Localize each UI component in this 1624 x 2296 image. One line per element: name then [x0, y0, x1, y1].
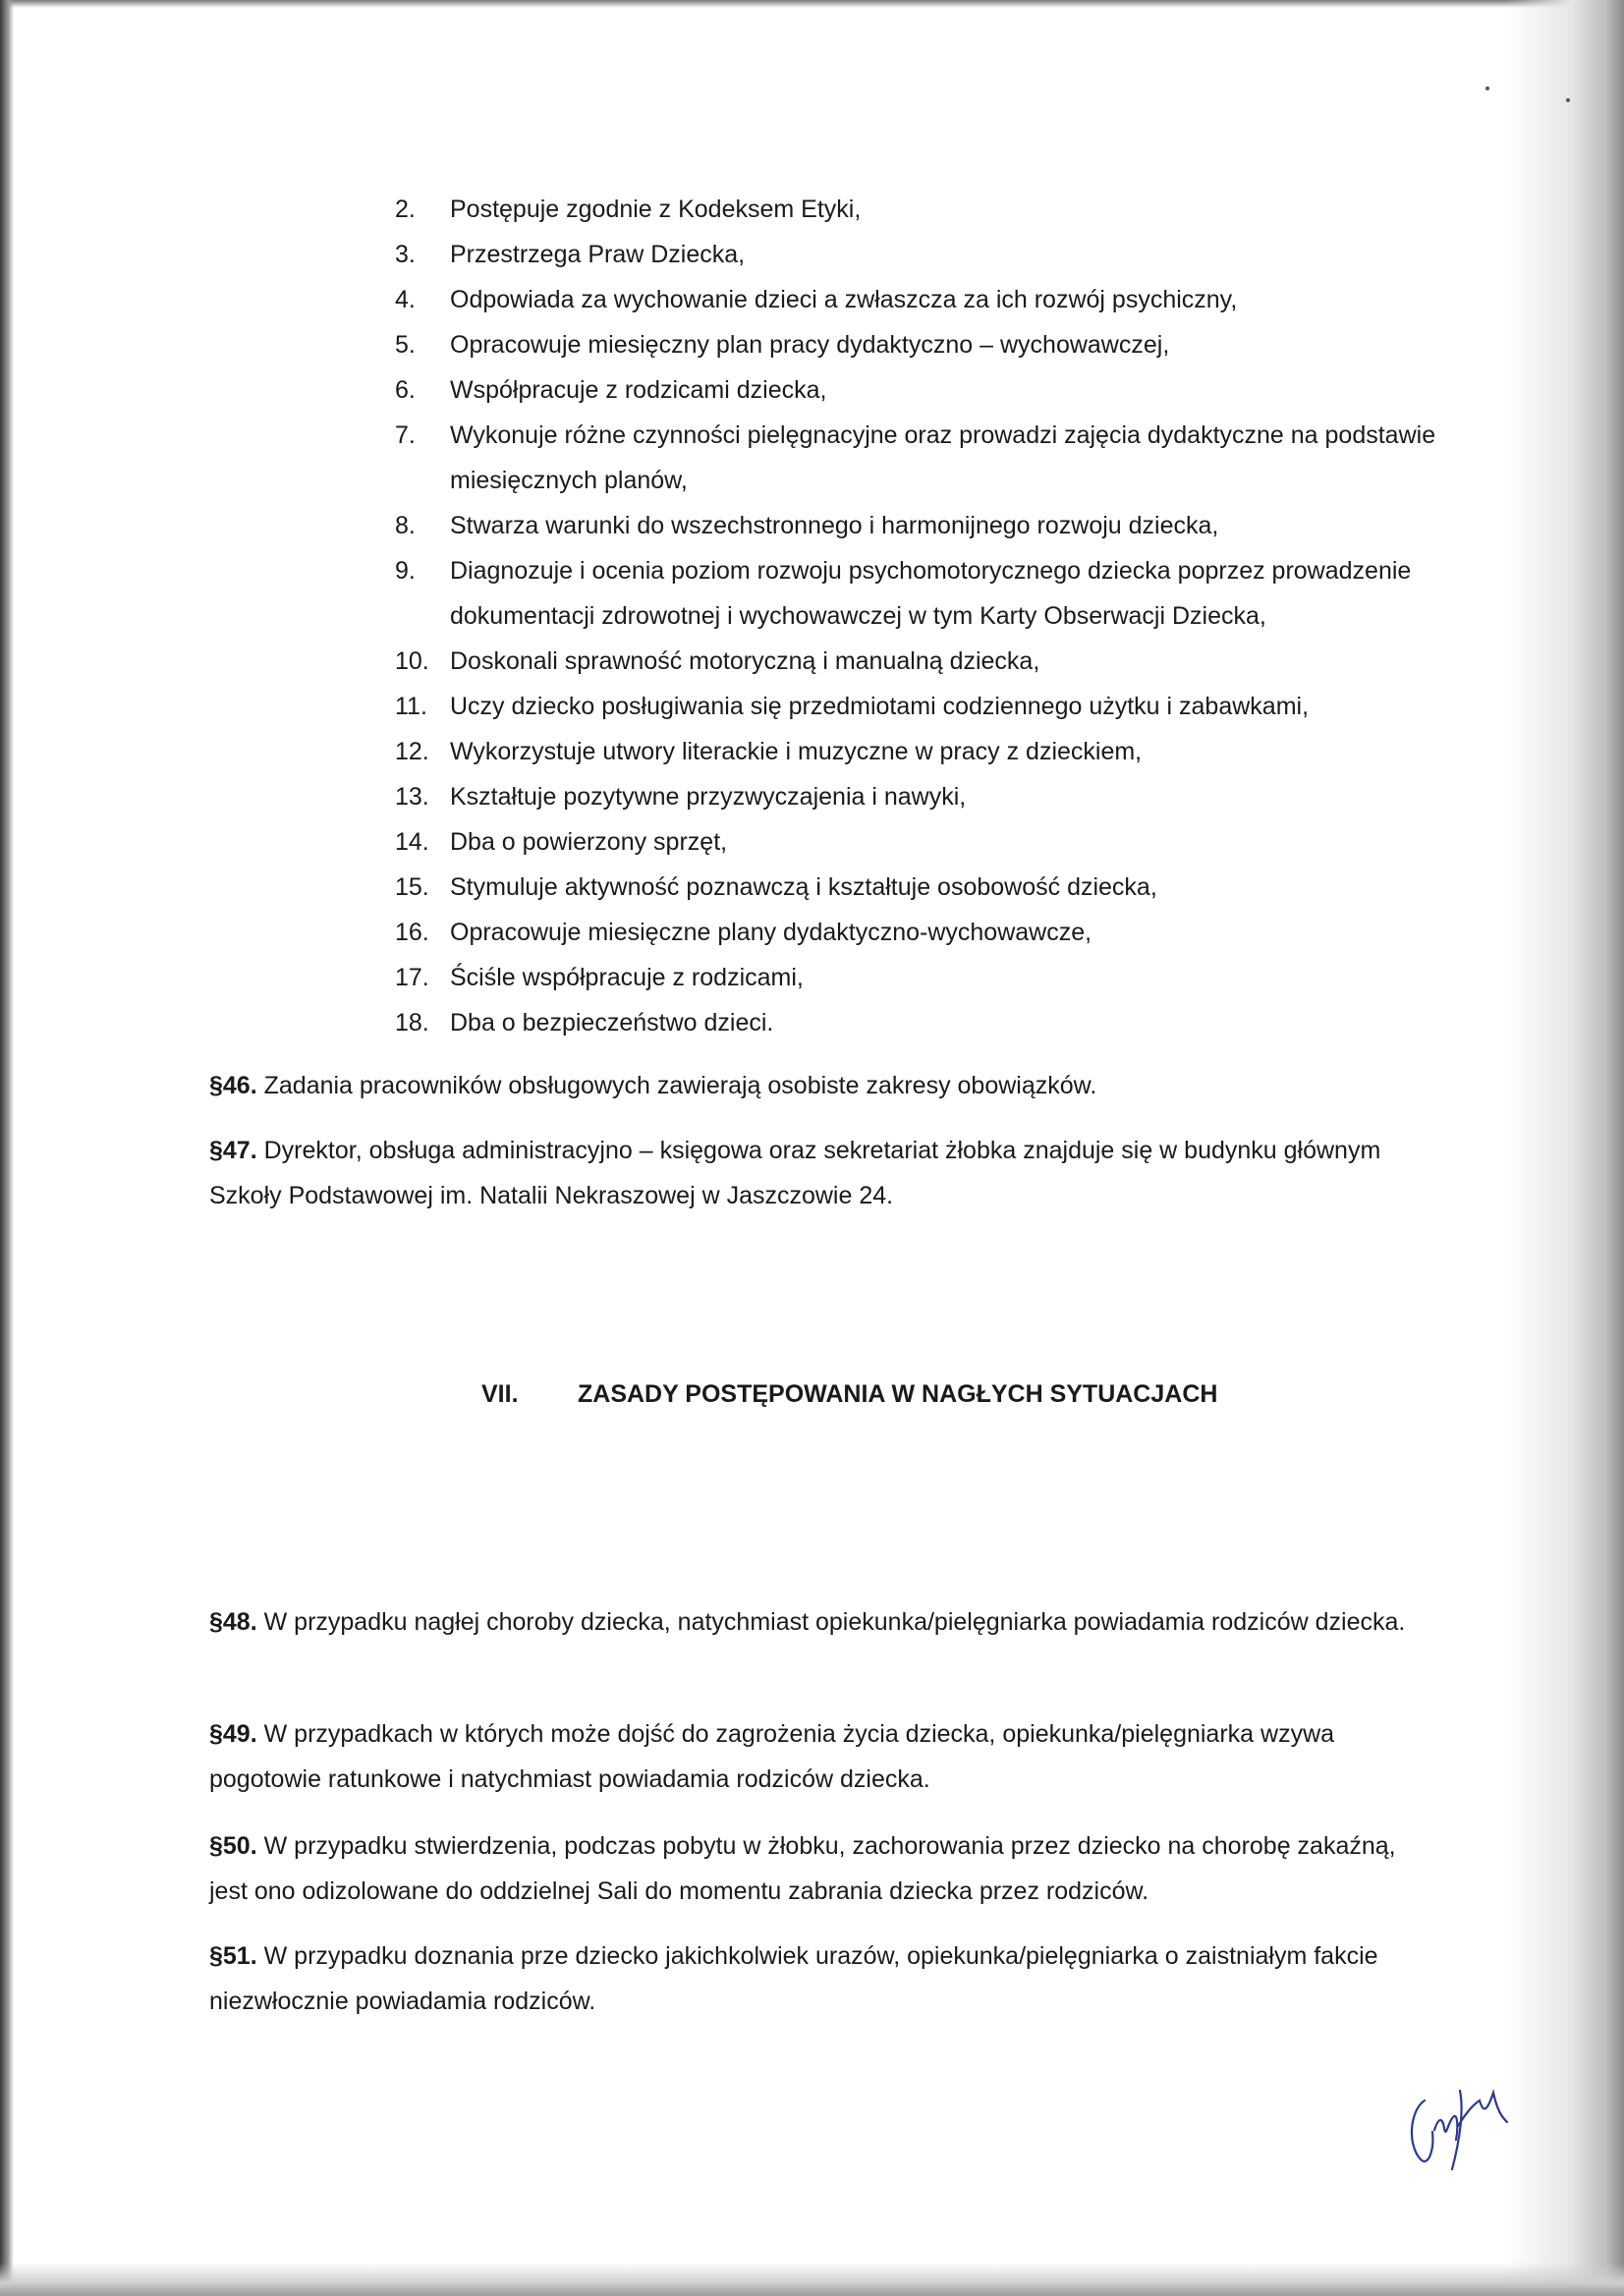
list-item-text: Współpracuje z rodzicami dziecka,	[450, 376, 827, 404]
section-roman-numeral: VII.	[481, 1380, 519, 1408]
list-item	[395, 819, 1436, 865]
scan-edge-top	[0, 0, 1624, 8]
list-item	[395, 729, 1436, 774]
paragraph-text: W przypadku stwierdzenia, podczas pobytu w żłobku, zachorowania przez dziecko na chorobę zakaźną, jest ono odizolowane do oddzielnej Sali do momentu zabrania dziecka przez rodziców.	[209, 1832, 1396, 1905]
list-item	[395, 684, 1436, 729]
list-item	[395, 865, 1436, 910]
section-number: §46.	[209, 1072, 257, 1099]
paragraph-49	[209, 1711, 1437, 1802]
list-item	[395, 413, 1436, 503]
paragraph-text: Dyrektor, obsługa administracyjno – księgowa oraz sekretariat żłobka znajduje się w budynku głównym Szkoły Podstawowej im. Natalii Nekraszowej w Jaszczowie 24.	[209, 1137, 1381, 1209]
list-item-text: Ściśle współpracuje z rodzicami,	[450, 964, 804, 991]
list-item-text: Wykorzystuje utwory literackie i muzyczne w pracy z dzieckiem,	[450, 738, 1143, 765]
paragraph-text: W przypadkach w których może dojść do zagrożenia życia dziecka, opiekunka/pielęgniarka wzywa pogotowie ratunkowe i natychmiast powiadamia rodziców dziecka.	[209, 1720, 1335, 1793]
list-item-text: Stwarza warunki do wszechstronnego i harmonijnego rozwoju dziecka,	[450, 512, 1219, 539]
list-item	[395, 548, 1436, 639]
list-item	[395, 232, 1436, 277]
paragraph-50	[209, 1823, 1437, 1914]
paragraph-text: Zadania pracowników obsługowych zawierają osobiste zakresy obowiązków.	[256, 1072, 1097, 1099]
handwritten-signature	[1395, 2071, 1533, 2179]
scan-speck	[1566, 98, 1570, 102]
list-item	[395, 955, 1436, 1000]
list-item-text: Stymuluje aktywność poznawczą i kształtuje osobowość dziecka,	[450, 873, 1157, 901]
scan-edge-bottom	[0, 2263, 1624, 2296]
list-item	[395, 367, 1436, 413]
paragraph-51	[209, 1933, 1437, 2024]
list-item-text: Kształtuje pozytywne przyzwyczajenia i nawyki,	[450, 783, 967, 811]
list-item-number: 18.	[395, 1009, 429, 1036]
list-item	[395, 774, 1436, 819]
section-number: §49.	[209, 1720, 257, 1748]
list-item	[395, 187, 1436, 232]
list-item	[395, 322, 1436, 367]
section-title: ZASADY POSTĘPOWANIA W NAGŁYCH SYTUACJACH	[578, 1380, 1218, 1408]
list-item-number: 11.	[395, 693, 427, 720]
scan-edge-left	[0, 0, 14, 2296]
scan-speck	[1485, 86, 1489, 90]
list-item-text: Doskonali sprawność motoryczną i manualną dziecka,	[450, 647, 1040, 675]
list-item-number: 3.	[395, 241, 416, 268]
list-item-number: 8.	[395, 512, 416, 539]
paragraph-47	[209, 1128, 1437, 1218]
paragraph-48	[209, 1599, 1437, 1645]
list-item-text: Wykonuje różne czynności pielęgnacyjne oraz prowadzi zajęcia dydaktyczne na podstawie miesięcznych planów,	[450, 421, 1436, 494]
list-item-number: 9.	[395, 557, 416, 585]
section-number: §48.	[209, 1608, 257, 1636]
section-number: §50.	[209, 1832, 257, 1860]
list-item-number: 10.	[395, 647, 429, 675]
list-item-number: 14.	[395, 828, 429, 856]
list-item-number: 17.	[395, 964, 429, 991]
list-item	[395, 1000, 1436, 1045]
list-item-text: Diagnozuje i ocenia poziom rozwoju psychomotorycznego dziecka poprzez prowadzenie dokumentacji zdrowotnej i wychowawczej w tym Karty Obserwacji Dziecka,	[450, 557, 1412, 630]
duties-list	[395, 187, 1436, 1045]
list-item-number: 5.	[395, 331, 416, 359]
list-item-text: Postępuje zgodnie z Kodeksem Etyki,	[450, 196, 862, 223]
section-number: §51.	[209, 1942, 257, 1970]
list-item-text: Dba o powierzony sprzęt,	[450, 828, 728, 856]
list-item-number: 2.	[395, 196, 416, 223]
paragraph-text: W przypadku doznania prze dziecko jakichkolwiek urazów, opiekunka/pielęgniarka o zaistniałym fakcie niezwłocznie powiadamia rodziców.	[209, 1942, 1378, 2015]
paragraph-46	[209, 1063, 1437, 1108]
list-item-number: 7.	[395, 421, 416, 449]
list-item-number: 12.	[395, 738, 429, 765]
list-item-text: Opracowuje miesięczne plany dydaktyczno-wychowawcze,	[450, 919, 1092, 946]
list-item-number: 6.	[395, 376, 416, 404]
list-item	[395, 277, 1436, 322]
list-item-text: Opracowuje miesięczny plan pracy dydaktyczno – wychowawczej,	[450, 331, 1170, 359]
list-item	[395, 910, 1436, 955]
list-item-number: 16.	[395, 919, 429, 946]
list-item	[395, 639, 1436, 684]
list-item-number: 15.	[395, 873, 429, 901]
scan-edge-right	[1506, 0, 1624, 2296]
paragraph-text: W przypadku nagłej choroby dziecka, natychmiast opiekunka/pielęgniarka powiadamia rodziców dziecka.	[256, 1608, 1406, 1636]
section-number: §47.	[209, 1137, 257, 1164]
list-item-number: 4.	[395, 286, 416, 313]
list-item	[395, 503, 1436, 548]
section-heading	[481, 1372, 1217, 1417]
list-item-text: Odpowiada za wychowanie dzieci a zwłaszcza za ich rozwój psychiczny,	[450, 286, 1238, 313]
list-item-text: Uczy dziecko posługiwania się przedmiotami codziennego użytku i zabawkami,	[450, 693, 1310, 720]
list-item-text: Dba o bezpieczeństwo dzieci.	[450, 1009, 774, 1036]
list-item-number: 13.	[395, 783, 429, 811]
list-item-text: Przestrzega Praw Dziecka,	[450, 241, 746, 268]
